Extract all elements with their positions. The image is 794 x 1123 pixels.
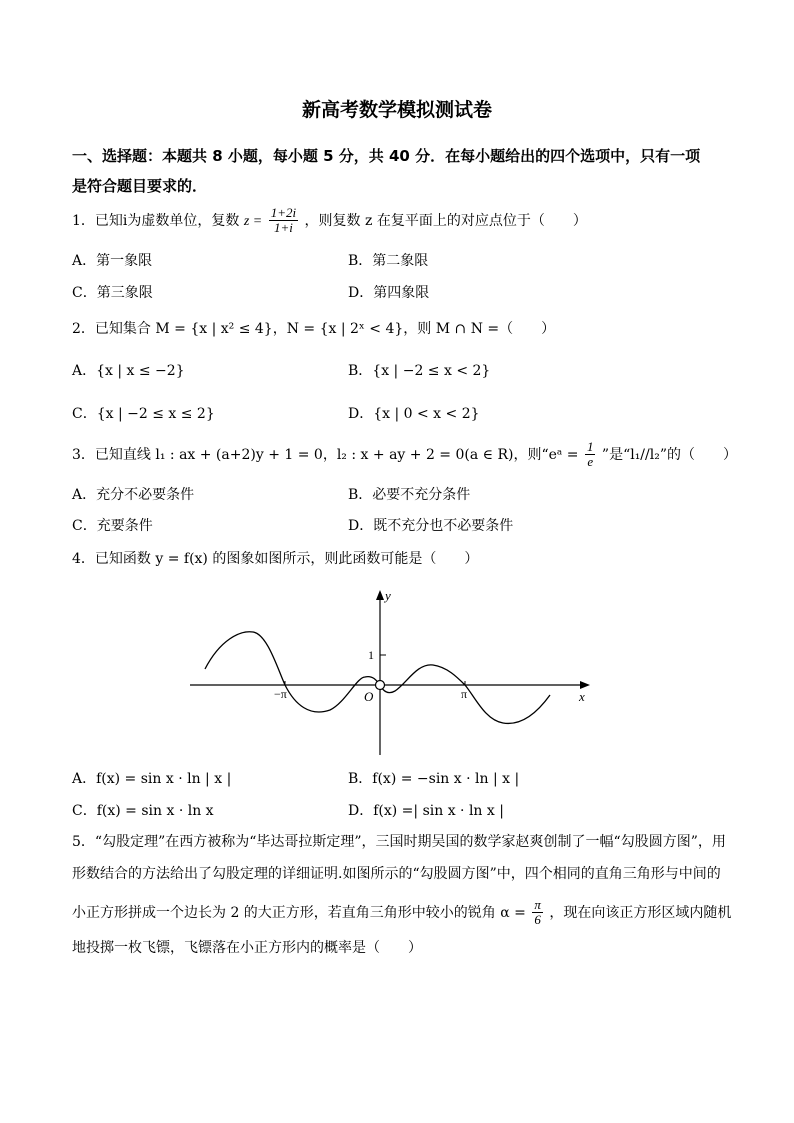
question-3-stem: [72, 440, 737, 470]
question-2-option-b[interactable]: B．{x | −2 ≤ x < 2}: [348, 363, 491, 379]
question-5-line3-prefix: 小正方形拼成一个边长为 2 的大正方形，若直角三角形中较小的锐角 α =: [72, 904, 526, 921]
section-heading-line2: 是符合题目要求的．: [72, 177, 208, 195]
question-1-denominator: 1+i: [273, 220, 293, 236]
question-5-line4: 地投掷一枚飞镖，飞镖落在小正方形内的概率是（ ）: [72, 940, 422, 956]
question-5-line1: 5．“勾股定理”在西方被称为“毕达哥拉斯定理”，三国时期吴国的数学家赵爽创制了一幅“勾股圆方图”，用: [72, 834, 726, 850]
function-graph: [185, 585, 605, 765]
question-1-fraction: [269, 206, 298, 236]
question-5-line3: [72, 898, 731, 928]
question-1-z: z =: [243, 213, 263, 229]
question-3-option-c[interactable]: C．充要条件: [72, 518, 153, 534]
question-2-option-c[interactable]: C．{x | −2 ≤ x ≤ 2}: [72, 406, 215, 422]
question-3-numerator: 1: [586, 439, 594, 454]
y-axis-arrow: [376, 590, 384, 600]
neg-pi-label: −π: [274, 687, 287, 701]
x-axis-arrow: [580, 681, 590, 689]
question-3-fraction: [585, 440, 596, 470]
origin-label: O: [364, 689, 374, 704]
question-4-option-c[interactable]: C．f(x) = sin x · ln x: [72, 803, 214, 819]
y-one-label: 1: [368, 648, 374, 662]
function-curve: [205, 632, 550, 724]
x-axis-label: x: [579, 689, 585, 704]
question-5-fraction: [532, 898, 543, 928]
question-3-prefix: 3．已知直线 l₁ : ax + (a+2)y + 1 = 0，l₂ : x + ay + 2 = 0(a ∈ R)，则“eᵃ =: [72, 446, 579, 463]
question-1-option-a[interactable]: A．第一象限: [72, 253, 153, 269]
question-5-numerator: π: [534, 897, 541, 912]
question-1-stem: [72, 206, 587, 236]
question-4-option-b[interactable]: B．f(x) = −sin x · ln | x |: [348, 771, 520, 787]
question-4-option-a[interactable]: A．f(x) = sin x · ln | x |: [72, 771, 232, 787]
question-1-numerator: 1+2i: [270, 205, 297, 220]
question-2-option-a[interactable]: A．{x | x ≤ −2}: [72, 363, 185, 379]
question-3-suffix: ”是“l₁//l₂”的（ ）: [601, 446, 737, 463]
question-3-option-a[interactable]: A．充分不必要条件: [72, 487, 195, 503]
question-2-option-d[interactable]: D．{x | 0 < x < 2}: [348, 406, 480, 422]
question-1-prefix: 1．已知i为虚数单位，复数: [72, 212, 240, 229]
origin-open-circle: [376, 681, 385, 690]
question-5-line2: 形数结合的方法给出了勾股定理的详细证明.如图所示的“勾股圆方图”中，四个相同的直角三角形与中间的: [72, 866, 721, 882]
question-2-stem: 2．已知集合 M = {x | x² ≤ 4}，N = {x | 2ˣ < 4}，则 M ∩ N =（ ）: [72, 321, 556, 337]
question-5-denominator: 6: [534, 912, 541, 928]
page-title: 新高考数学模拟测试卷: [301, 99, 492, 121]
question-4-stem: 4．已知函数 y = f(x) 的图象如图所示，则此函数可能是（ ）: [72, 551, 479, 567]
question-3-denominator: e: [587, 454, 594, 470]
question-3-option-b[interactable]: B．必要不充分条件: [348, 487, 471, 503]
question-1-option-d[interactable]: D．第四象限: [348, 285, 430, 301]
y-axis-label: y: [385, 588, 391, 603]
question-1-option-b[interactable]: B．第二象限: [348, 253, 429, 269]
question-1-suffix: ，则复数 z 在复平面上的对应点位于（ ）: [304, 212, 587, 229]
question-3-option-d[interactable]: D．既不充分也不必要条件: [348, 518, 514, 534]
question-4-option-d[interactable]: D．f(x) =| sin x · ln x |: [348, 803, 504, 819]
pi-label: π: [461, 687, 468, 701]
question-5-line3-suffix: ，现在向该正方形区域内随机: [549, 904, 732, 921]
question-1-option-c[interactable]: C．第三象限: [72, 285, 153, 301]
section-heading-line1: 一、选择题：本题共 8 小题，每小题 5 分，共 40 分．在每小题给出的四个选项中，只有一项: [72, 147, 701, 165]
